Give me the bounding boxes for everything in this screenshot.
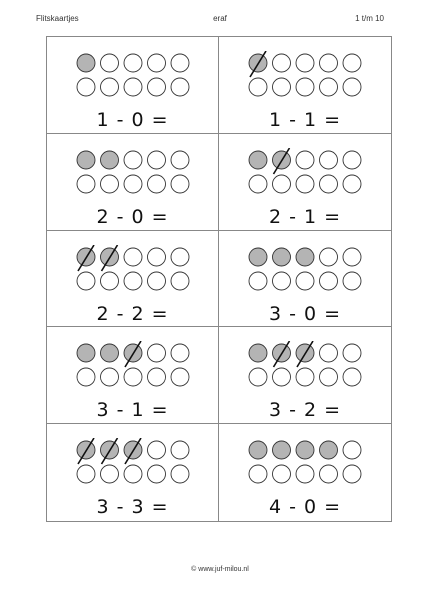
equation: 1 - 1 = — [268, 109, 342, 131]
dot-frame — [246, 438, 364, 486]
dot-empty — [171, 248, 189, 266]
dot-empty — [273, 175, 291, 193]
dot-filled — [273, 248, 291, 266]
dot-empty — [124, 272, 142, 290]
dot-frame — [74, 341, 192, 389]
dot-empty — [296, 151, 314, 169]
dot-empty — [77, 272, 95, 290]
dot-frame — [246, 51, 364, 99]
dot-empty — [100, 54, 118, 72]
dot-filled — [249, 441, 267, 459]
dot-empty — [343, 344, 361, 362]
dot-empty — [147, 248, 165, 266]
flashcard — [47, 424, 219, 521]
dot-empty — [100, 175, 118, 193]
dot-empty — [124, 248, 142, 266]
dot-empty — [343, 151, 361, 169]
footer-copyright: © www.juf-milou.nl — [191, 566, 249, 573]
dot-empty — [343, 54, 361, 72]
dot-empty — [320, 465, 338, 483]
dot-filled — [77, 344, 95, 362]
dot-empty — [124, 465, 142, 483]
equation: 4 - 0 = — [268, 496, 342, 519]
equation: 3 - 3 = — [96, 496, 169, 519]
dot-empty — [320, 175, 338, 193]
dot-empty — [273, 78, 291, 96]
flashcard — [219, 424, 391, 521]
dot-empty — [296, 465, 314, 483]
dot-empty — [100, 465, 118, 483]
dot-empty — [77, 175, 95, 193]
dot-empty — [296, 368, 314, 386]
dot-filled — [100, 344, 118, 362]
dot-empty — [147, 465, 165, 483]
dot-empty — [147, 272, 165, 290]
equation: 2 - 1 = — [268, 205, 342, 228]
dot-filled — [100, 151, 118, 169]
flashcard — [47, 134, 219, 231]
dot-empty — [296, 78, 314, 96]
dot-empty — [124, 175, 142, 193]
dot-empty — [147, 368, 165, 386]
dot-empty — [320, 344, 338, 362]
dot-empty — [171, 151, 189, 169]
dot-empty — [296, 54, 314, 72]
flashcard — [219, 134, 391, 231]
dot-filled — [296, 248, 314, 266]
equation: 1 - 0 = — [96, 109, 169, 131]
dot-empty — [343, 441, 361, 459]
dot-empty — [296, 175, 314, 193]
dot-filled — [320, 441, 338, 459]
dot-frame — [246, 245, 364, 293]
dot-empty — [249, 272, 267, 290]
dot-empty — [320, 248, 338, 266]
dot-empty — [343, 272, 361, 290]
dot-empty — [249, 465, 267, 483]
dot-empty — [273, 54, 291, 72]
dot-empty — [171, 54, 189, 72]
flashcard — [47, 231, 219, 328]
flashcard — [47, 327, 219, 424]
flashcard-sheet — [46, 36, 392, 522]
dot-filled — [249, 344, 267, 362]
dot-empty — [320, 151, 338, 169]
dot-frame — [74, 148, 192, 196]
dot-empty — [296, 272, 314, 290]
dot-frame — [74, 51, 192, 99]
dot-empty — [77, 465, 95, 483]
dot-empty — [171, 344, 189, 362]
flashcard — [47, 37, 219, 134]
dot-empty — [273, 465, 291, 483]
dot-empty — [171, 465, 189, 483]
equation: 3 - 2 = — [268, 399, 342, 422]
dot-empty — [147, 151, 165, 169]
dot-frame — [246, 148, 364, 196]
dot-filled — [77, 54, 95, 72]
dot-empty — [273, 272, 291, 290]
dot-empty — [100, 272, 118, 290]
dot-filled — [273, 441, 291, 459]
dot-empty — [343, 465, 361, 483]
dot-frame — [246, 341, 364, 389]
dot-empty — [343, 248, 361, 266]
dot-empty — [320, 78, 338, 96]
dot-empty — [320, 368, 338, 386]
dot-empty — [147, 344, 165, 362]
dot-empty — [77, 78, 95, 96]
dot-empty — [147, 441, 165, 459]
dot-empty — [273, 368, 291, 386]
dot-empty — [100, 368, 118, 386]
dot-empty — [171, 368, 189, 386]
header-range: 1 t/m 10 — [355, 14, 384, 23]
dot-empty — [147, 54, 165, 72]
flashcard — [219, 327, 391, 424]
dot-empty — [77, 368, 95, 386]
dot-empty — [249, 78, 267, 96]
equation: 3 - 1 = — [96, 399, 169, 422]
equation: 2 - 0 = — [96, 205, 169, 228]
header-subtitle: eraf — [213, 14, 227, 23]
flashcard — [219, 37, 391, 134]
dot-empty — [320, 54, 338, 72]
dot-empty — [171, 78, 189, 96]
dot-filled — [296, 441, 314, 459]
dot-empty — [343, 175, 361, 193]
dot-filled — [249, 151, 267, 169]
dot-empty — [249, 175, 267, 193]
dot-empty — [147, 78, 165, 96]
dot-empty — [343, 368, 361, 386]
dot-empty — [171, 272, 189, 290]
dot-empty — [124, 368, 142, 386]
dot-empty — [100, 78, 118, 96]
flashcard — [219, 231, 391, 328]
dot-empty — [124, 78, 142, 96]
dot-frame — [74, 245, 192, 293]
dot-empty — [171, 175, 189, 193]
dot-empty — [124, 54, 142, 72]
header-title: Flitskaartjes — [36, 14, 79, 23]
dot-filled — [77, 151, 95, 169]
dot-frame — [74, 438, 192, 486]
dot-empty — [124, 151, 142, 169]
equation: 2 - 2 = — [96, 302, 169, 325]
dot-filled — [249, 248, 267, 266]
equation: 3 - 0 = — [268, 302, 342, 325]
dot-empty — [249, 368, 267, 386]
dot-empty — [147, 175, 165, 193]
dot-empty — [343, 78, 361, 96]
dot-empty — [320, 272, 338, 290]
dot-empty — [171, 441, 189, 459]
